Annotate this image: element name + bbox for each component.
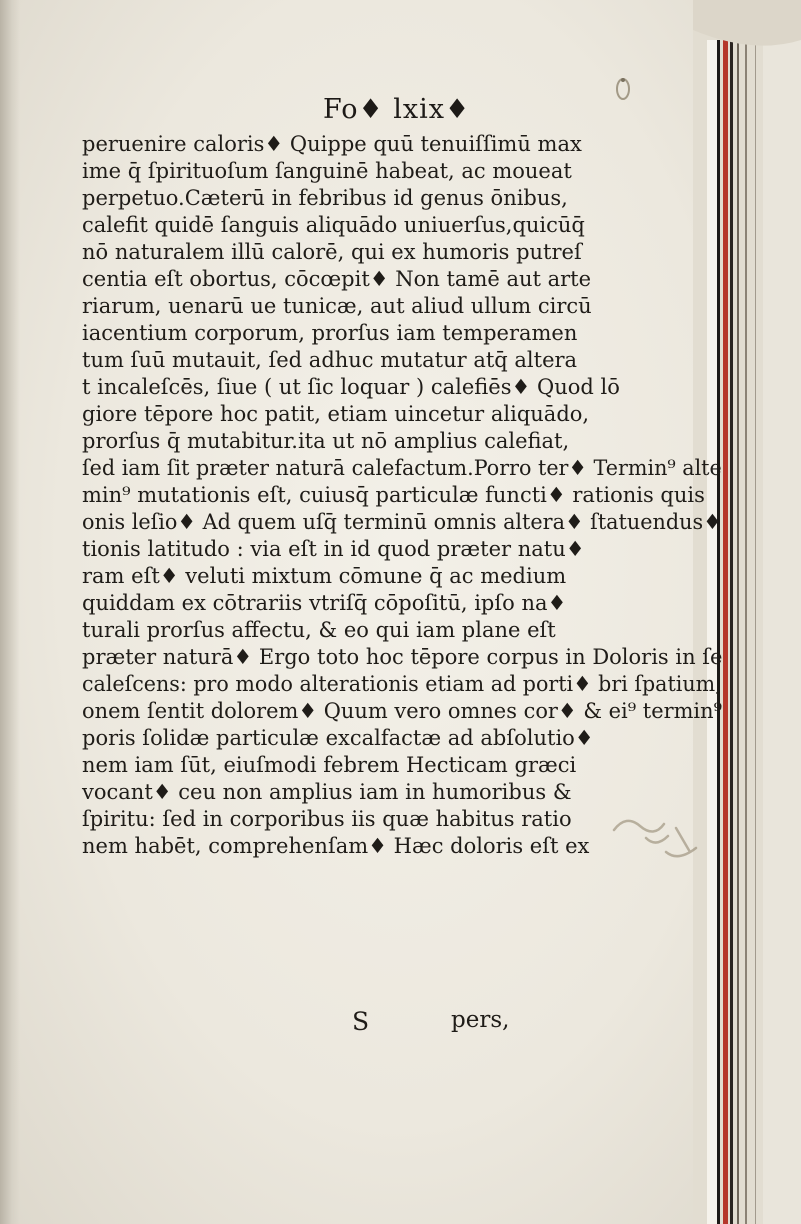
text-line-with-marginal: præter naturā♦ Ergo toto hoc tēpore corpus in Doloris in ſe bbox=[82, 645, 723, 669]
text-line: giore tēpore hoc patit, etiam uincetur aliquādo, bbox=[82, 402, 590, 426]
text-line-with-marginal: onis leſio♦ Ad quem uſq̄ terminū omnis altera♦ ſtatuendus♦ bbox=[82, 510, 722, 534]
binding-shadow bbox=[0, 0, 20, 1224]
text-line-with-marginal: caleſcens: pro modo alterationis etiam ad porti♦ bri ſpatium, bbox=[82, 672, 722, 696]
text-line: nem iam ſūt, eiuſmodi febrem Hecticam græci bbox=[82, 753, 577, 777]
text-line: iacentium corporum, prorſus iam temperamen bbox=[82, 321, 578, 345]
text-line-with-marginal: min⁹ mutationis eſt, cuiusq̄ particulæ functi♦ rationis quis bbox=[82, 483, 705, 507]
text-line: vocant♦ ceu non amplius iam in humoribus & bbox=[82, 780, 572, 804]
text-line: calefit quidē ſanguis aliquādo uniuerſus,quicūq̄ bbox=[82, 213, 585, 237]
text-line: ram eſt♦ veluti mixtum cōmune q̄ ac medium bbox=[82, 564, 567, 588]
catchword: pers, bbox=[451, 1007, 510, 1033]
text-line: prorſus q̄ mutabitur.ita ut nō amplius calefiat, bbox=[82, 429, 570, 453]
text-line: nō naturalem illū calorē, qui ex humoris putreſ bbox=[82, 240, 582, 264]
ink-scribble bbox=[606, 808, 716, 868]
text-line: tum ſuū mutauit, ſed adhuc mutatur atq̄ altera bbox=[82, 348, 578, 372]
text-line: peruenire caloris♦ Quippe quū tenuiſſimū max bbox=[82, 132, 582, 156]
text-line: turali prorſus affectu, & eo qui iam plane eſt bbox=[82, 618, 556, 642]
text-line-with-marginal: onem ſentit dolorem♦ Quum vero omnes cor♦ & ei⁹ termin⁹ bbox=[82, 699, 723, 723]
text-line: nem habēt, comprehenſam♦ Hæc doloris eſt ex bbox=[82, 834, 590, 858]
text-line: centia eſt obortus, cōcœpit♦ Non tamē aut arte bbox=[82, 267, 592, 291]
text-line: quiddam ex cōtrariis vtriſq̄ cōpoſitū, ipſo na♦ bbox=[82, 591, 567, 615]
ink-speck-top bbox=[614, 72, 632, 102]
text-line-with-marginal: ſed iam ſit præter naturā calefactum.Porro ter♦ Termin⁹ alte bbox=[82, 456, 722, 480]
text-line: ſpiritu: ſed in corporibus iis quæ habitus ratio bbox=[82, 807, 572, 831]
fore-edge bbox=[693, 0, 801, 1224]
text-line: perpetuo.Cæterū in febribus id genus ōnibus, bbox=[82, 186, 568, 210]
signature-mark: S bbox=[352, 1007, 372, 1036]
folio-number: Fo♦ lxix♦ bbox=[323, 94, 471, 125]
text-line: riarum, uenarū ue tunicæ, aut aliud ullum circū bbox=[82, 294, 592, 318]
text-line: poris ſolidæ particulæ excalfactæ ad abſolutio♦ bbox=[82, 726, 594, 750]
text-line: tionis latitudo : via eſt in id quod præter natu♦ bbox=[82, 537, 585, 561]
fore-edge-stripes bbox=[693, 0, 801, 1224]
text-line: t incaleſcēs, ſiue ( ut ſic loquar ) calefiēs♦ Quod lō bbox=[82, 375, 620, 399]
text-line: ime q̄ ſpirituoſum ſanguinē habeat, ac moueat bbox=[82, 159, 572, 183]
manuscript-annotation bbox=[606, 808, 716, 868]
